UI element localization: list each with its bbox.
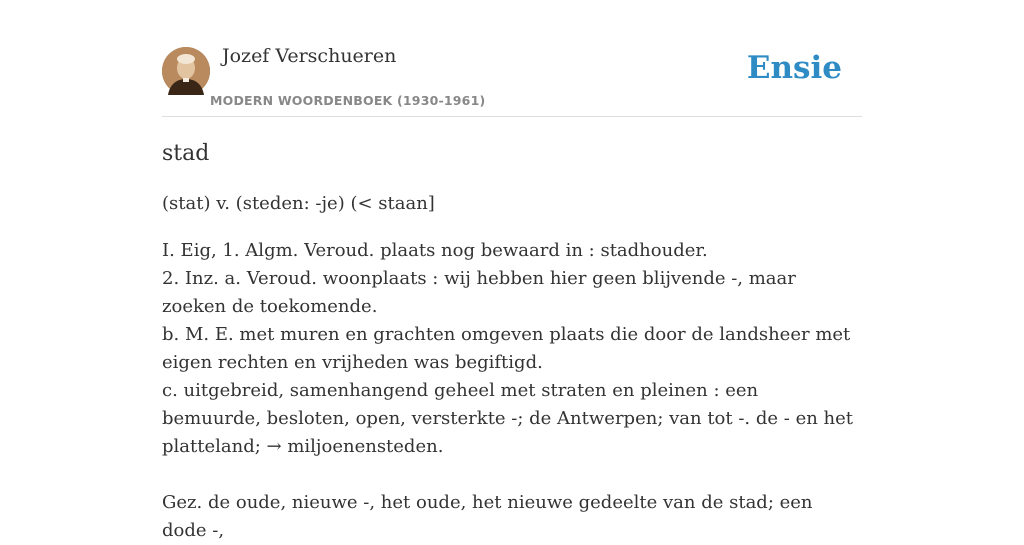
definition-line: b. M. E. met muren en grachten omgeven plaats die door de landsheer met eigen rechten en vrijheden was begiftigd. (162, 324, 851, 373)
entry-content (162, 138, 862, 545)
author-avatar[interactable] (162, 47, 210, 95)
author-name[interactable]: Jozef Verschueren (222, 45, 397, 67)
page-header (162, 0, 862, 117)
entry-grammar: (stat) v. (steden: -je) (< staan] (162, 193, 435, 214)
paragraph-gap (162, 461, 862, 489)
definition-line: Gez. de oude, nieuwe -, het oude, het nieuwe gedeelte van de stad; een dode -, (162, 492, 813, 541)
definition-line: c. uitgebreid, samenhangend geheel met straten en pleinen : een bemuurde, besloten, open, versterkte -; de Antwerpen; van tot -. de - en het platteland; → miljoenensteden. (162, 380, 854, 457)
source-label[interactable]: MODERN WOORDENBOEK (1930-1961) (210, 93, 486, 108)
definition-line: 2. Inz. a. Veroud. woonplaats : wij hebben hier geen blijvende -, maar zoeken de toekomende. (162, 268, 796, 317)
portrait-icon (162, 47, 210, 95)
definition-line: I. Eig, 1. Algm. Veroud. plaats nog bewaard in : stadhouder. (162, 240, 708, 261)
ensie-logo[interactable]: Ensie (746, 50, 842, 86)
entry-definition (162, 237, 862, 545)
entry-title: stad (162, 141, 210, 166)
